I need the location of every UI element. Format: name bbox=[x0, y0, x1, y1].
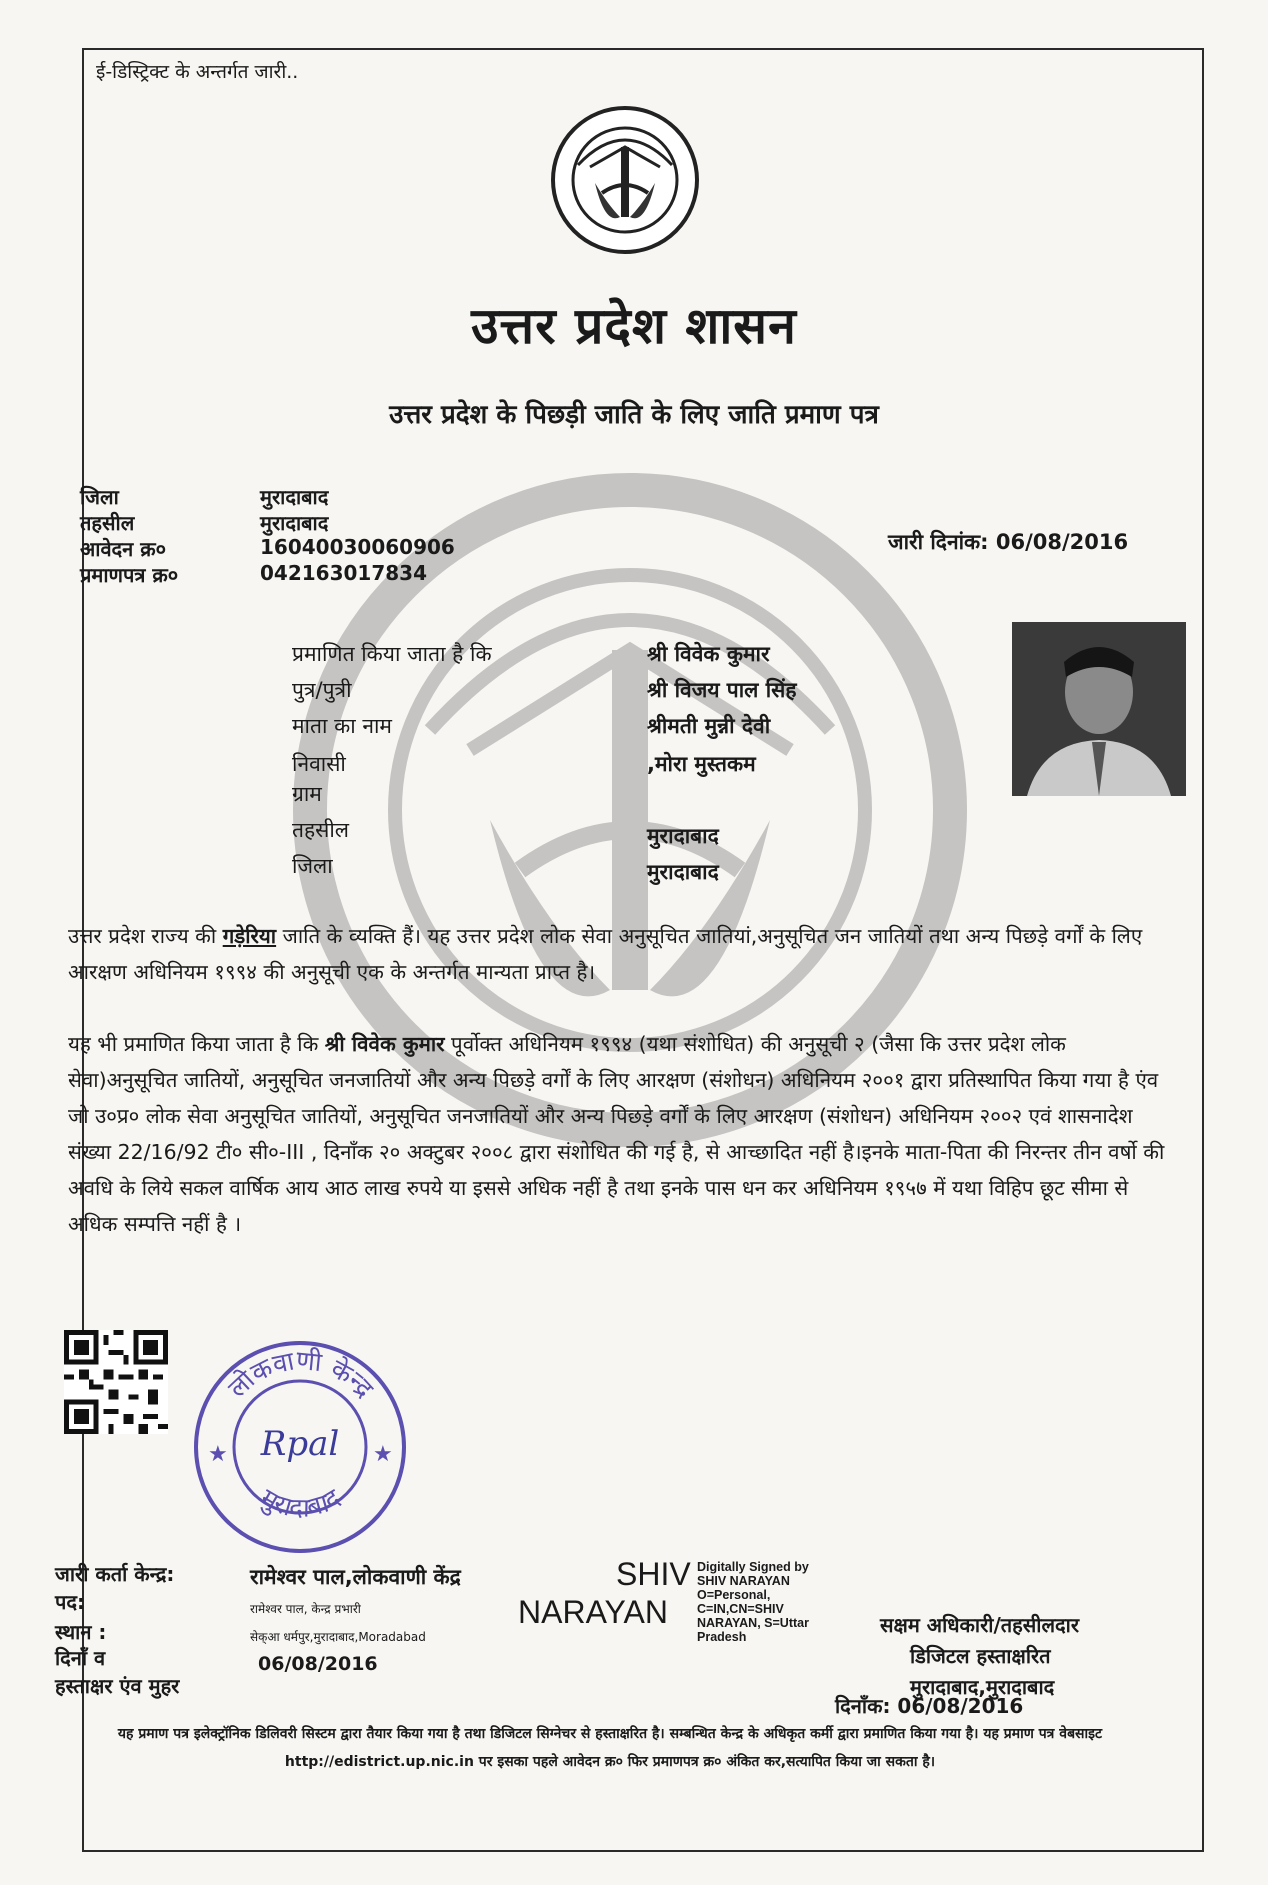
caste-statement-prefix: उत्तर प्रदेश राज्य की bbox=[68, 924, 223, 948]
stamp-bottom-text: मुरादाबाद bbox=[255, 1483, 346, 1524]
page-title: उत्तर प्रदेश शासन bbox=[471, 297, 797, 355]
officer-date: दिनाँक: 06/08/2016 bbox=[835, 1694, 1024, 1718]
sig-detail-line: C=IN,CN=SHIV bbox=[697, 1602, 784, 1616]
digital-signer-first: SHIV bbox=[616, 1556, 691, 1592]
issuing-center-name: रामेश्वर पाल,लोकवाणी केंद्र bbox=[250, 1565, 461, 1589]
sig-detail-line: O=Personal, bbox=[697, 1588, 771, 1602]
meta-label-district: जिला bbox=[80, 485, 119, 509]
detail-value-tehsil: मुरादाबाद bbox=[647, 824, 719, 848]
meta-label-certificate-no: प्रमाणपत्र क्र० bbox=[80, 563, 179, 587]
issuing-center-date: 06/08/2016 bbox=[258, 1653, 378, 1675]
svg-text:लोकवाणी केन्द्र bbox=[222, 1345, 380, 1405]
stamp-star-right-icon: ★ bbox=[373, 1442, 393, 1467]
person-photo-icon bbox=[1012, 622, 1186, 796]
meta-value-tehsil: मुरादाबाद bbox=[260, 511, 329, 535]
qr-code-icon bbox=[64, 1330, 168, 1434]
stamp-star-left-icon: ★ bbox=[208, 1442, 228, 1467]
issue-date: जारी दिनांक: 06/08/2016 bbox=[888, 530, 1129, 554]
verification-note: यह प्रमाण पत्र इलेक्ट्रॉनिक डिलिवरी सिस्टम द्वारा तैयार किया गया है तथा डिजिटल सिग्नेचर से हस्ताक्षरित है। सम्बन्धित केन्द्र के अधिकृत कर्मी द्वारा प्रमाणित किया गया है। यह प्रमाण पत्र वेबसाइट http://edistrict.up.nic.in पर इसका पहले आवेदन क्र० फिर प्रमाणपत्र क्र० अंकित कर,सत्यापित किया जा सकता है। bbox=[117, 1726, 1103, 1770]
detail-label-mother: माता का नाम bbox=[292, 714, 392, 738]
sig-detail-line: Digitally Signed by bbox=[697, 1560, 809, 1574]
top-note: ई-डिस्ट्रिक्ट के अन्तर्गत जारी.. bbox=[96, 61, 299, 83]
eligibility-name: श्री विवेक कुमार bbox=[324, 1032, 445, 1056]
up-emblem-icon bbox=[550, 105, 700, 255]
meta-value-application-no: 16040030060906 bbox=[260, 535, 455, 559]
detail-value-district: मुरादाबाद bbox=[647, 860, 719, 884]
footer-label-sign-seal: हस्ताक्षर एंव मुहर bbox=[55, 1674, 180, 1698]
detail-label-certified: प्रमाणित किया जाता है कि bbox=[292, 642, 492, 666]
footer-label-issuing-center: जारी कर्ता केन्द्र: bbox=[55, 1562, 175, 1586]
eligibility-body: पूर्वोक्त अधिनियम १९९४ (यथा संशोधित) की अनुसूची २ (जैसा कि उत्तर प्रदेश लोक सेवा)अनुसूचित जातियों, अनुसूचित जनजातियों और अन्य पिछड़े वर्गों के लिए आरक्षण (संशोधन) अधिनियम २००१ द्वारा प्रतिस्थापित किया गया है एंव जो उ०प्र० लोक सेवा अनुसूचित जातियों, अनुसूचित जनजातियों और अन्य पिछड़े वर्गों के लिए आरक्षण (संशोधन) अधिनियम २००२ एवं शासनादेश संख्या 22/16/92 टी० सी०-III , दिनाँक २० अक्टुबर २००८ द्वारा संशोधित की गई है, से आच्छादित नहीं है।इनके माता-पिता की निरन्तर तीन वर्षो की अवधि के लिये सकल वार्षिक आय आठ लाख रुपये या इससे अधिक नहीं है तथा इनके पास धन कर अधिनियम १९५७ में यथा विहिप छूट सीमा से अधिक सम्पत्ति नहीं है । bbox=[68, 1032, 1165, 1236]
detail-label-tehsil: तहसील bbox=[292, 818, 349, 842]
officer-title: सक्षम अधिकारी/तहसीलदार bbox=[880, 1613, 1080, 1637]
digital-signer-last: NARAYAN bbox=[518, 1594, 668, 1630]
digital-signature-details bbox=[697, 1560, 809, 1644]
eligibility-statement bbox=[68, 1026, 1178, 1242]
footer-label-post: पद: bbox=[55, 1590, 85, 1614]
detail-label-district: जिला bbox=[292, 854, 333, 878]
detail-value-name: श्री विवेक कुमार bbox=[647, 642, 770, 666]
certificate-subtitle: उत्तर प्रदेश के पिछड़ी जाति के लिए जाति प्रमाण पत्र bbox=[389, 400, 879, 430]
detail-label-village: ग्राम bbox=[292, 782, 322, 806]
footer-label-date: दिनाँ व bbox=[55, 1646, 106, 1670]
officer-location: मुरादाबाद,मुरादाबाद bbox=[910, 1675, 1055, 1699]
sig-detail-line: Pradesh bbox=[697, 1630, 747, 1644]
meta-label-application-no: आवेदन क्र० bbox=[80, 537, 167, 561]
eligibility-prefix: यह भी प्रमाणित किया जाता है कि bbox=[68, 1032, 325, 1056]
stamp-signature: Rpal bbox=[260, 1424, 340, 1464]
applicant-photo bbox=[1012, 622, 1186, 796]
lokvani-stamp bbox=[188, 1335, 413, 1560]
caste-name: गड़ेरिया bbox=[222, 924, 277, 948]
footer-label-place: स्थान : bbox=[55, 1620, 107, 1644]
detail-value-resident: ,मोरा मुस्तकम bbox=[647, 752, 756, 776]
sig-detail-line: NARAYAN, S=Uttar bbox=[697, 1616, 809, 1630]
detail-label-son-daughter: पुत्र/पुत्री bbox=[292, 678, 352, 702]
caste-statement bbox=[68, 918, 1178, 990]
detail-value-father: श्री विजय पाल सिंह bbox=[647, 678, 797, 702]
meta-label-tehsil: तहसील bbox=[80, 511, 135, 535]
meta-value-district: मुरादाबाद bbox=[260, 485, 329, 509]
officer-digital-signed: डिजिटल हस्ताक्षरित bbox=[910, 1644, 1051, 1668]
caste-statement-body: जाति के व्यक्ति हैं। यह उत्तर प्रदेश लोक सेवा अनुसूचित जातियां,अनुसूचित जन जातियों तथा अन्य पिछड़े वर्गों के लिए आरक्षण अधिनियम १९९४ की अनुसूची एक के अन्तर्गत मान्यता प्राप्त है। bbox=[68, 924, 1143, 984]
issuing-center-place: सेक्आ धर्मपुर,मुरादाबाद,Moradabad bbox=[250, 1630, 426, 1644]
detail-value-mother: श्रीमती मुन्नी देवी bbox=[647, 714, 771, 738]
digital-signer-name bbox=[518, 1555, 691, 1631]
sig-detail-line: SHIV NARAYAN bbox=[697, 1574, 790, 1588]
stamp-top-text: लोकवाणी केन्द्र bbox=[222, 1345, 379, 1405]
issuing-center-post: रामेश्वर पाल, केन्द्र प्रभारी bbox=[250, 1602, 361, 1616]
meta-value-certificate-no: 042163017834 bbox=[260, 561, 427, 585]
detail-label-resident: निवासी bbox=[292, 752, 346, 776]
competent-officer bbox=[880, 1610, 1079, 1703]
svg-text:मुरादाबाद bbox=[255, 1483, 347, 1524]
